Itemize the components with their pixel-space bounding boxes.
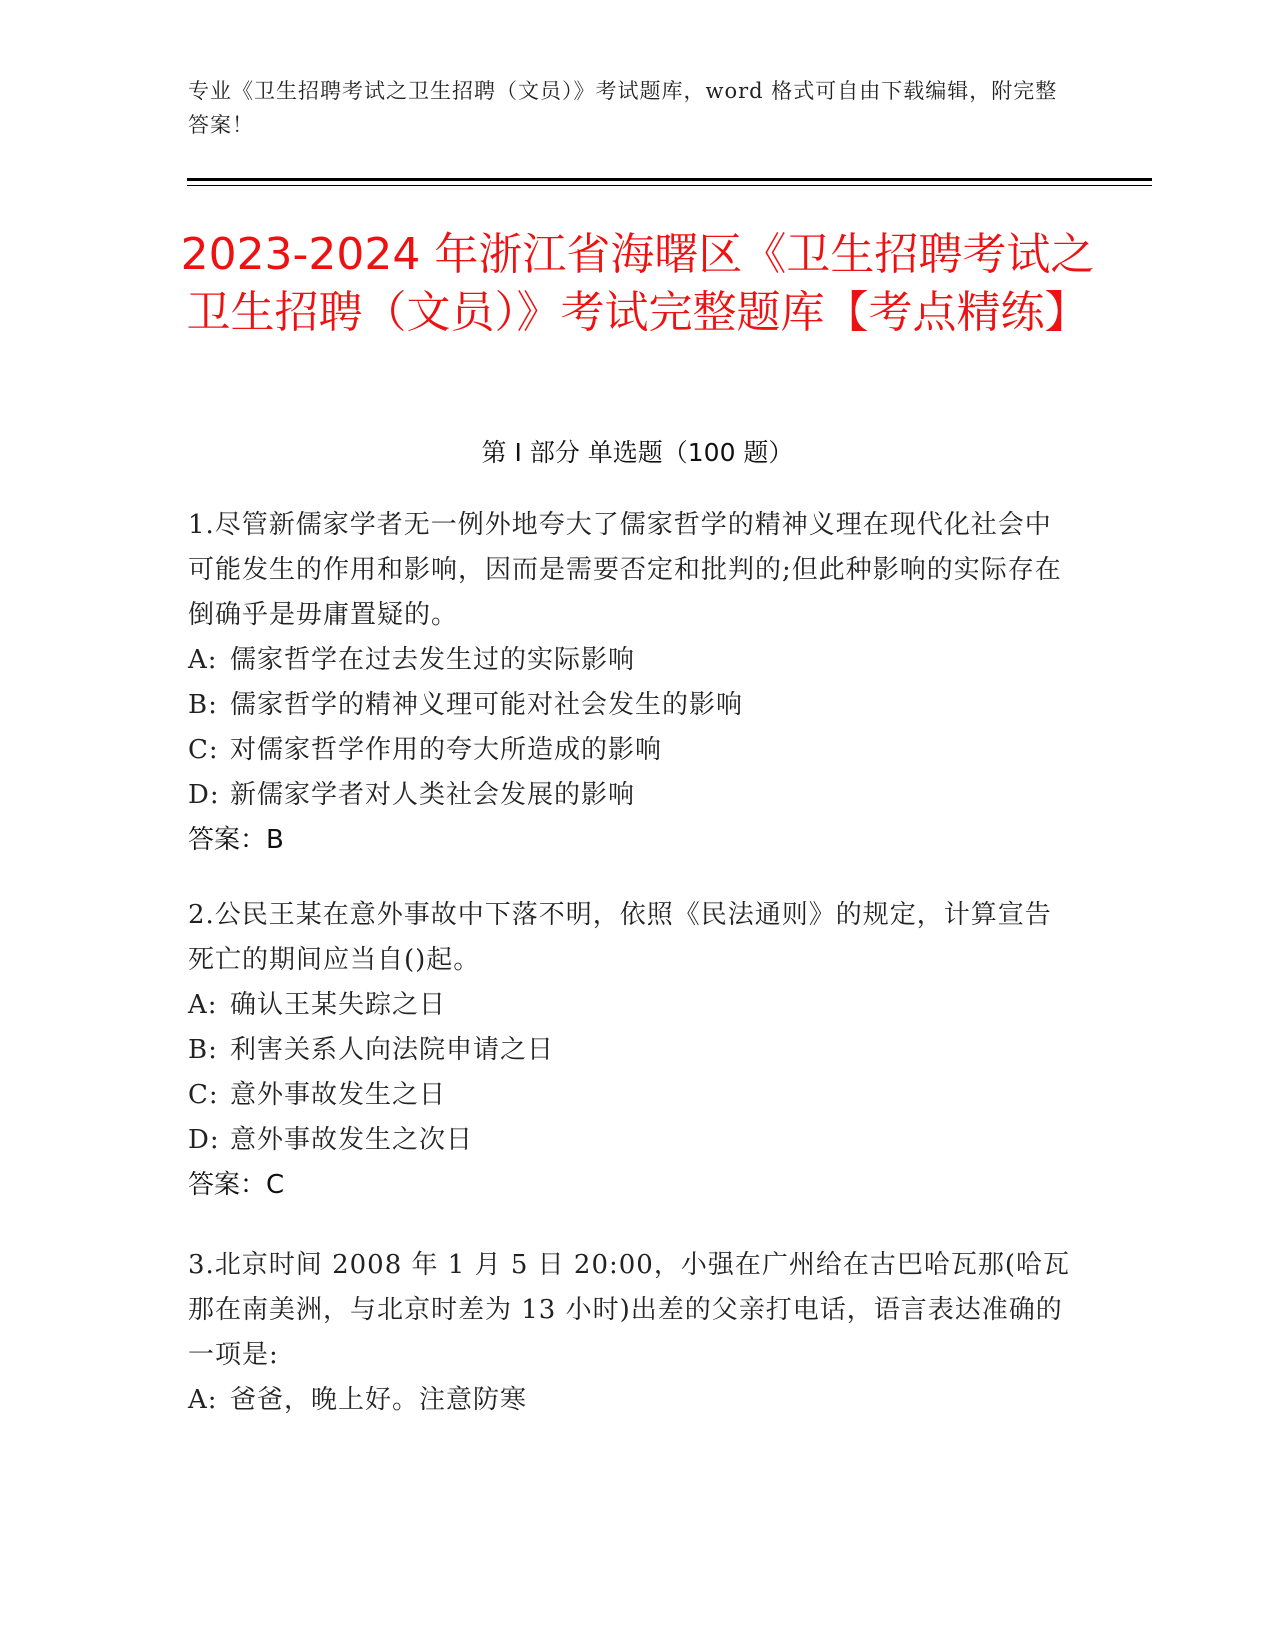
header-divider-thick bbox=[187, 178, 1152, 181]
question-3 bbox=[188, 1243, 1073, 1423]
option-d bbox=[188, 773, 1073, 818]
answer: 答案：B bbox=[188, 825, 284, 855]
option-key: D: bbox=[188, 780, 220, 810]
option-key: B: bbox=[188, 1035, 218, 1065]
option-text: 对儒家哲学作用的夸大所造成的影响 bbox=[230, 735, 663, 765]
option-text: 确认王某失踪之日 bbox=[230, 990, 447, 1020]
option-key: C: bbox=[188, 1080, 219, 1110]
option-text: 意外事故发生之日 bbox=[230, 1080, 447, 1110]
option-text: 儒家哲学在过去发生过的实际影响 bbox=[230, 645, 636, 675]
header-divider-thin bbox=[187, 185, 1152, 186]
option-text: 意外事故发生之次日 bbox=[230, 1125, 474, 1155]
option-text: 儒家哲学的精神义理可能对社会发生的影响 bbox=[230, 690, 744, 720]
option-key: A: bbox=[188, 645, 218, 675]
option-b bbox=[188, 683, 1073, 728]
question-stem: 2.公民王某在意外事故中下落不明，依照《民法通则》的规定，计算宣告死亡的期间应当自()起。 bbox=[188, 900, 1052, 975]
section-heading: 第 I 部分 单选题（100 题） bbox=[481, 438, 794, 467]
option-c bbox=[188, 1073, 1073, 1118]
option-key: A: bbox=[188, 990, 218, 1020]
option-key: D: bbox=[188, 1125, 220, 1155]
option-text: 利害关系人向法院申请之日 bbox=[230, 1035, 555, 1065]
option-key: C: bbox=[188, 735, 219, 765]
option-a bbox=[188, 1378, 1073, 1423]
question-stem: 1.尽管新儒家学者无一例外地夸大了儒家哲学的精神义理在现代化社会中可能发生的作用和影响，因而是需要否定和批判的;但此种影响的实际存在倒确乎是毋庸置疑的。 bbox=[188, 510, 1062, 630]
header-note: 专业《卫生招聘考试之卫生招聘（文员）》考试题库，word 格式可自由下载编辑，附完整答案！ bbox=[188, 79, 1058, 137]
option-c bbox=[188, 728, 1073, 773]
option-key: A: bbox=[188, 1385, 218, 1415]
option-a bbox=[188, 983, 1073, 1028]
answer: 答案：C bbox=[188, 1170, 285, 1200]
option-text: 新儒家学者对人类社会发展的影响 bbox=[230, 780, 636, 810]
option-d bbox=[188, 1118, 1073, 1163]
option-key: B: bbox=[188, 690, 218, 720]
question-1 bbox=[188, 503, 1073, 863]
document-title: 2023-2024 年浙江省海曙区《卫生招聘考试之卫生招聘（文员）》考试完整题库【考点精练】 bbox=[180, 229, 1095, 338]
option-b bbox=[188, 1028, 1073, 1073]
option-text: 爸爸，晚上好。注意防寒 bbox=[230, 1385, 528, 1415]
option-a bbox=[188, 638, 1073, 683]
question-2 bbox=[188, 893, 1073, 1208]
question-stem: 3.北京时间 2008 年 1 月 5 日 20:00，小强在广州给在古巴哈瓦那(哈瓦那在南美洲，与北京时差为 13 小时)出差的父亲打电话，语言表达准确的一项是: bbox=[188, 1250, 1070, 1370]
